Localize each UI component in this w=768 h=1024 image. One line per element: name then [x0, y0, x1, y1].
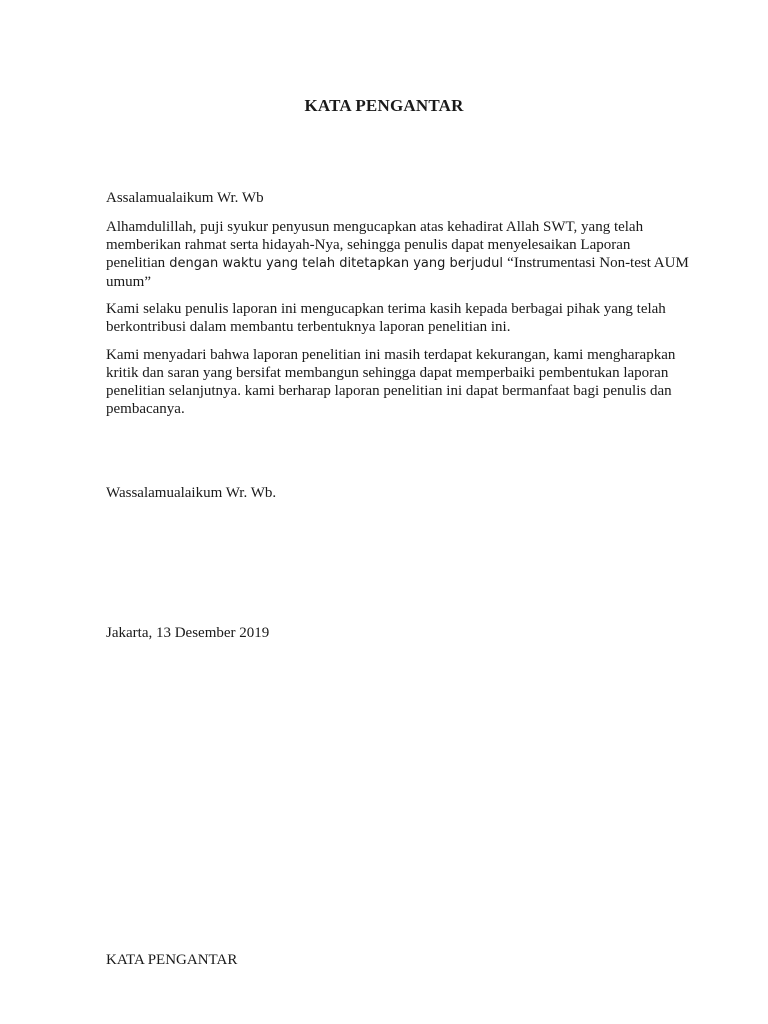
- paragraph-line: Kami menyadari bahwa laporan penelitian ini masih terdapat kekurangan, kami mengharapkan: [106, 347, 676, 363]
- closing-text: Wassalamualaikum Wr. Wb.: [106, 485, 277, 501]
- footer-text: KATA PENGANTAR: [106, 952, 238, 968]
- paragraph-line: penelitian selanjutnya. kami berharap laporan penelitian ini dapat bermanfaat bagi penulis dan: [106, 383, 672, 399]
- paragraph-line: [106, 254, 706, 273]
- paragraph-line: pembacanya.: [106, 401, 185, 417]
- page-title: KATA PENGANTAR: [304, 96, 464, 115]
- paragraph-segment: “Instrumentasi Non-test AUM: [507, 255, 689, 271]
- greeting-text: Assalamualaikum Wr. Wb: [106, 190, 264, 206]
- paragraph-line: umum”: [106, 274, 151, 290]
- paragraph-line: kritik dan saran yang bersifat membangun sehingga dapat memperbaiki pembentukan laporan: [106, 365, 669, 381]
- paragraph-thanks: [106, 300, 706, 336]
- paragraph-segment: penelitian: [106, 255, 166, 271]
- paragraph-line: berkontribusi dalam membantu terbentuknya laporan penelitian ini.: [106, 319, 511, 335]
- paragraph-line: memberikan rahmat serta hidayah-Nya, sehingga penulis dapat menyelesaikan Laporan: [106, 237, 631, 253]
- paragraph-acknowledgement: [106, 346, 706, 418]
- date-line: Jakarta, 13 Desember 2019: [106, 625, 270, 641]
- paragraph-opening: [106, 218, 706, 291]
- paragraph-line: Alhamdulillah, puji syukur penyusun mengucapkan atas kehadirat Allah SWT, yang telah: [106, 219, 644, 235]
- paragraph-line: Kami selaku penulis laporan ini mengucapkan terima kasih kepada berbagai pihak yang telah: [106, 301, 666, 317]
- paragraph-segment-sans: dengan waktu yang telah ditetapkan yang berjudul: [165, 256, 508, 271]
